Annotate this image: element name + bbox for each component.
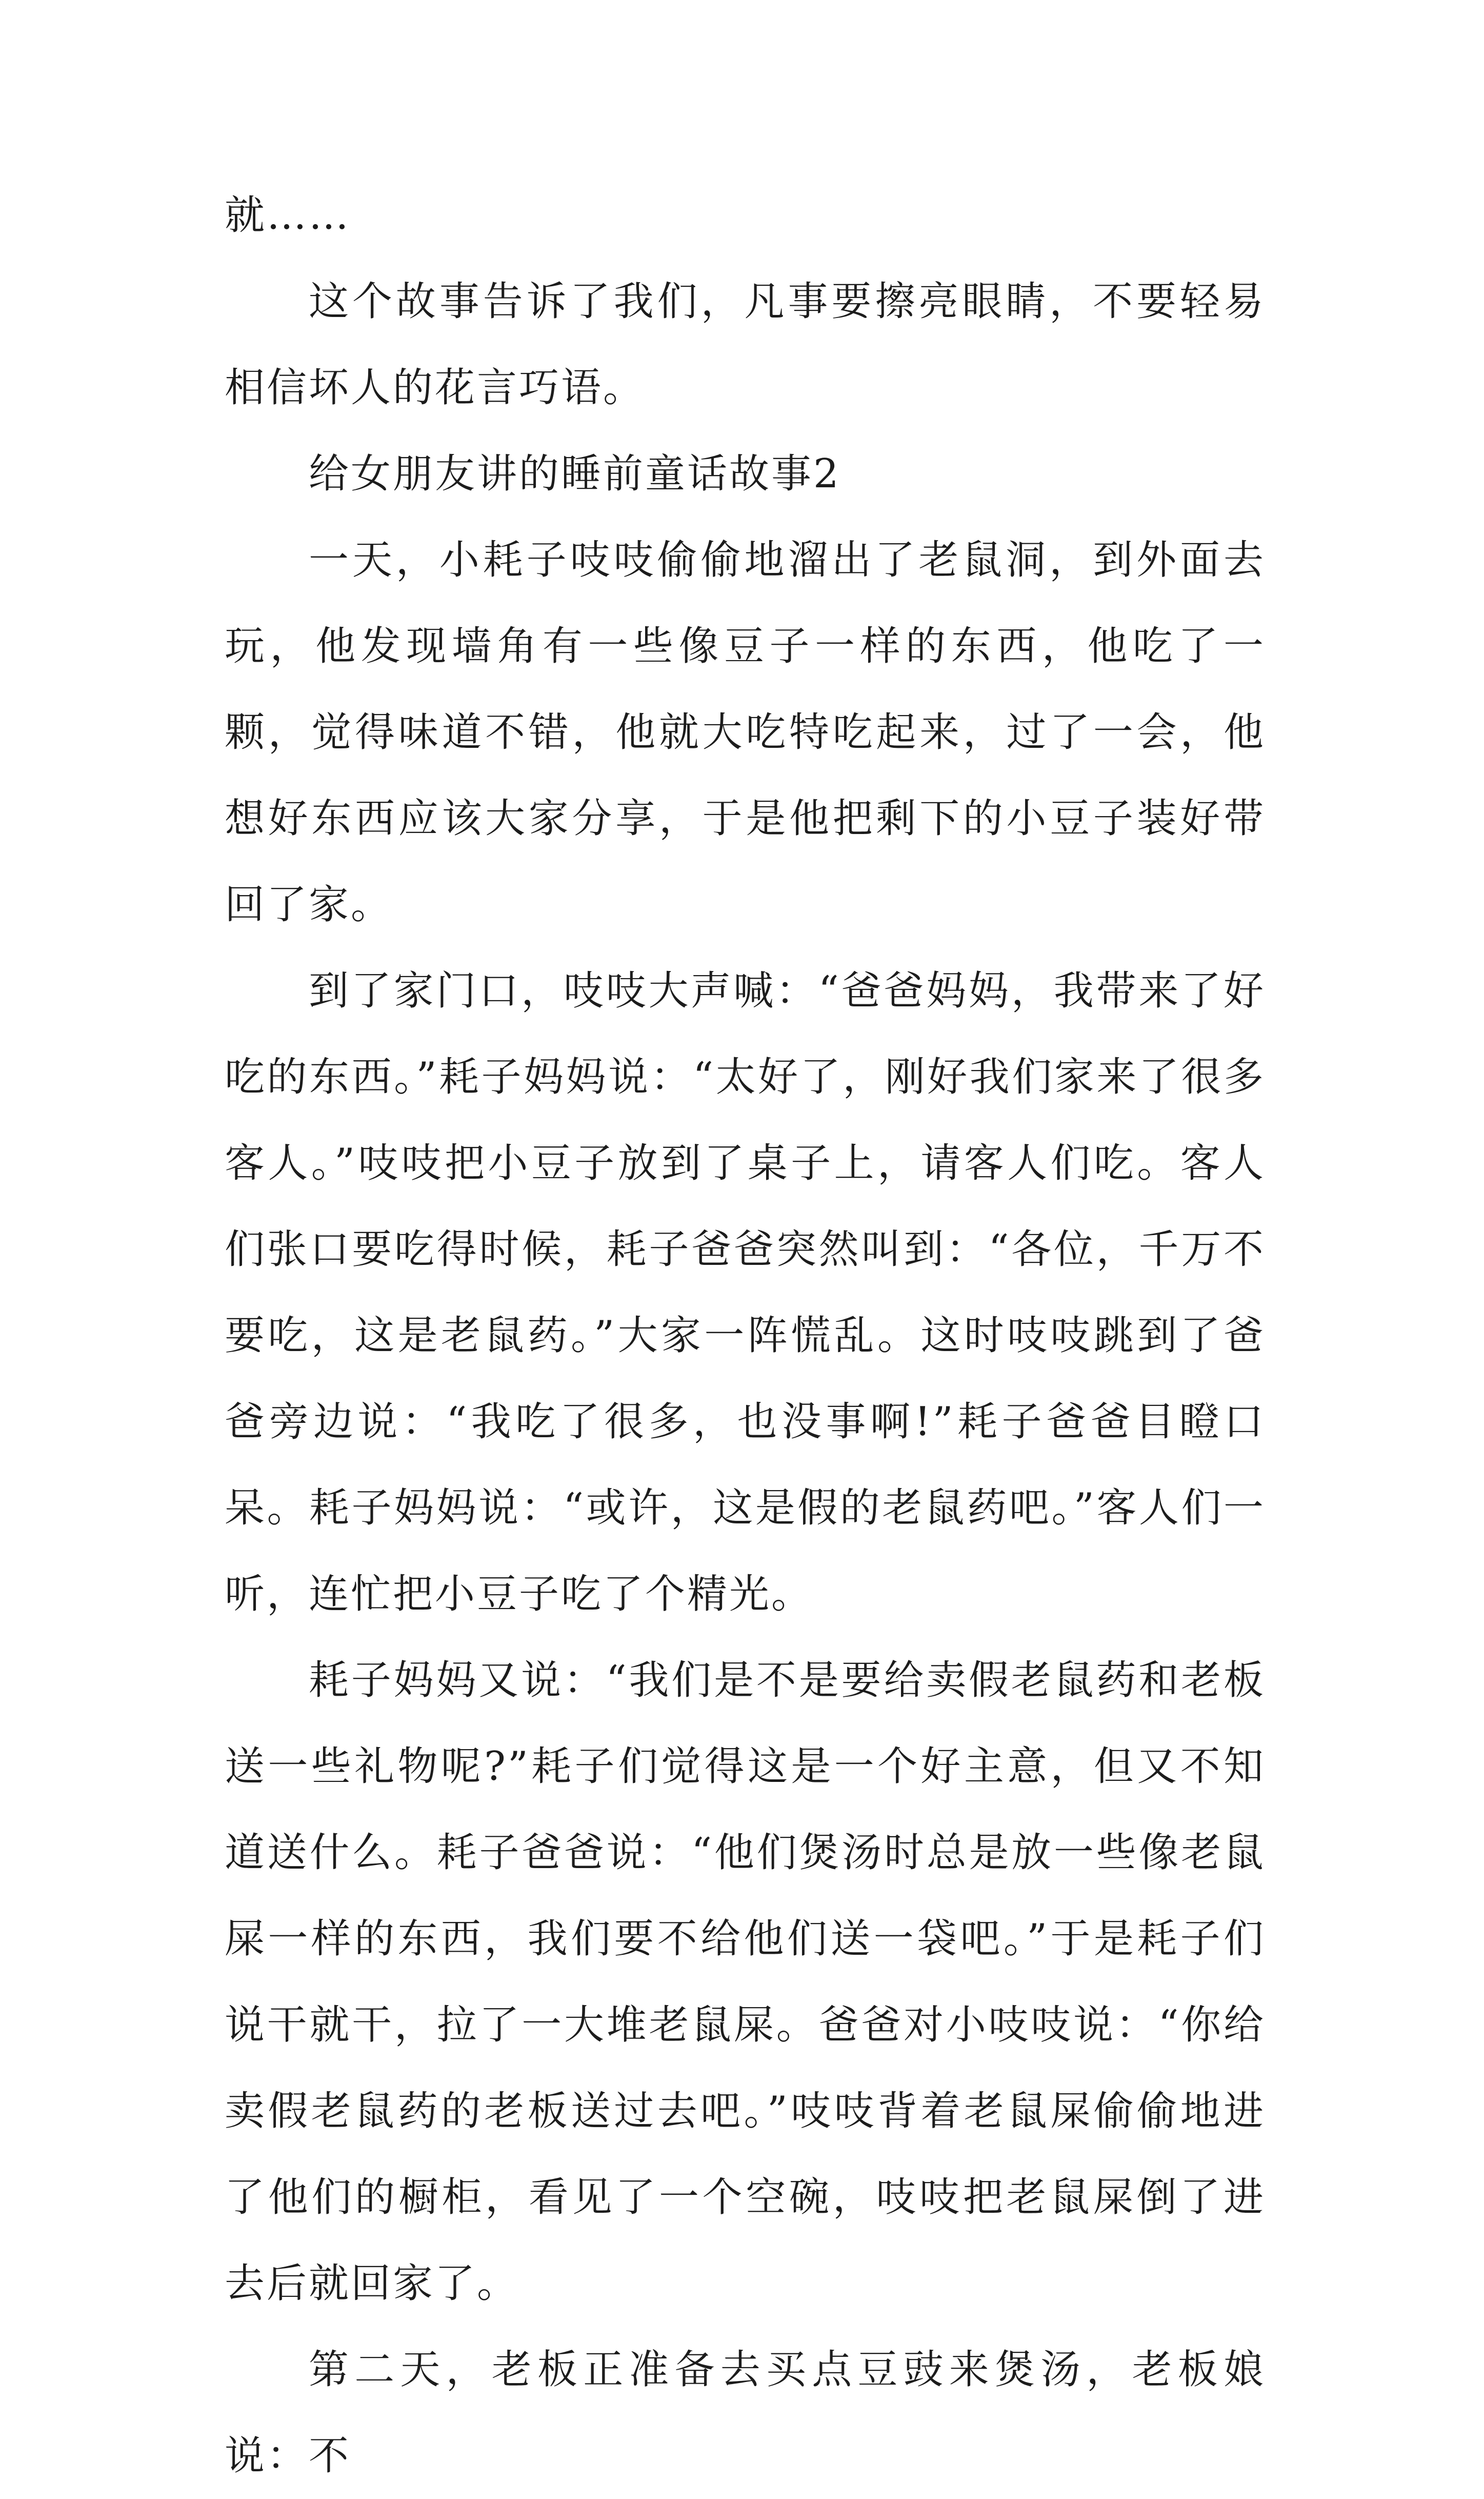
paragraph-moral: 这个故事告诉了我们，凡事要擦亮眼睛，不要轻易相信坏人的花言巧语。 xyxy=(225,279,1266,411)
story-heading: 给女朋友讲的睡前童话故事2 xyxy=(309,451,841,497)
paragraph-story-4: 第二天，老板正准备去买点豆豉来煲汤，老板娘说：不 xyxy=(225,2347,1266,2479)
paragraph-story-3: 耗子妈妈又说：“我们是不是要给卖假老鼠药和老板送一些礼物呢?”耗子们觉得这是一个好主意，但又不知道送什么。耗子爸爸说：“他们煲汤时总是放一些像老鼠屎一样的东西，我们要不给他们送一袋吧。”于是耗子们说干就干，拉了一大堆老鼠屎。爸爸对小吱吱说：“你给卖假老鼠药的老板送过去吧。”吱吱背着老鼠屎偷偷地进了他们的橱柜，看见了一个空碗，吱吱把老鼠屎倒了进去后就回家了。 xyxy=(225,1657,1266,2307)
document-body xyxy=(225,172,1266,2499)
paragraph-story-1: 一天，小耗子吱吱偷偷地溜出了老鼠洞，到外面去玩，他发现墙角有一些像豆子一样的东西，他吃了一颗，觉得味道不错，他就大吃特吃起来，过了一会，他想好东西应该大家分享，于是他把剩下的小豆子装好带回了家。 xyxy=(225,537,1266,928)
paragraph-story-2: 到了家门口，吱吱大声喊：“爸爸妈妈，我带来了好吃的东西。”耗子妈妈说：“太好了，刚好我们家来了很多客人。”吱吱把小豆子放到了桌子上，请客人们吃。客人们张口要吃得时候，耗子爸爸突然叫到：“各位，千万不要吃，这是老鼠药。”大家一阵慌乱。这时吱吱跳到了爸爸旁边说：“我吃了很多，也没事啊!”耗子爸爸目瞪口呆。耗子妈妈说：“或许，这是假的老鼠药吧。”客人们一听，连忙把小豆子吃了个精光。 xyxy=(225,968,1266,1617)
paragraph-continuation: 就…… xyxy=(225,192,351,239)
